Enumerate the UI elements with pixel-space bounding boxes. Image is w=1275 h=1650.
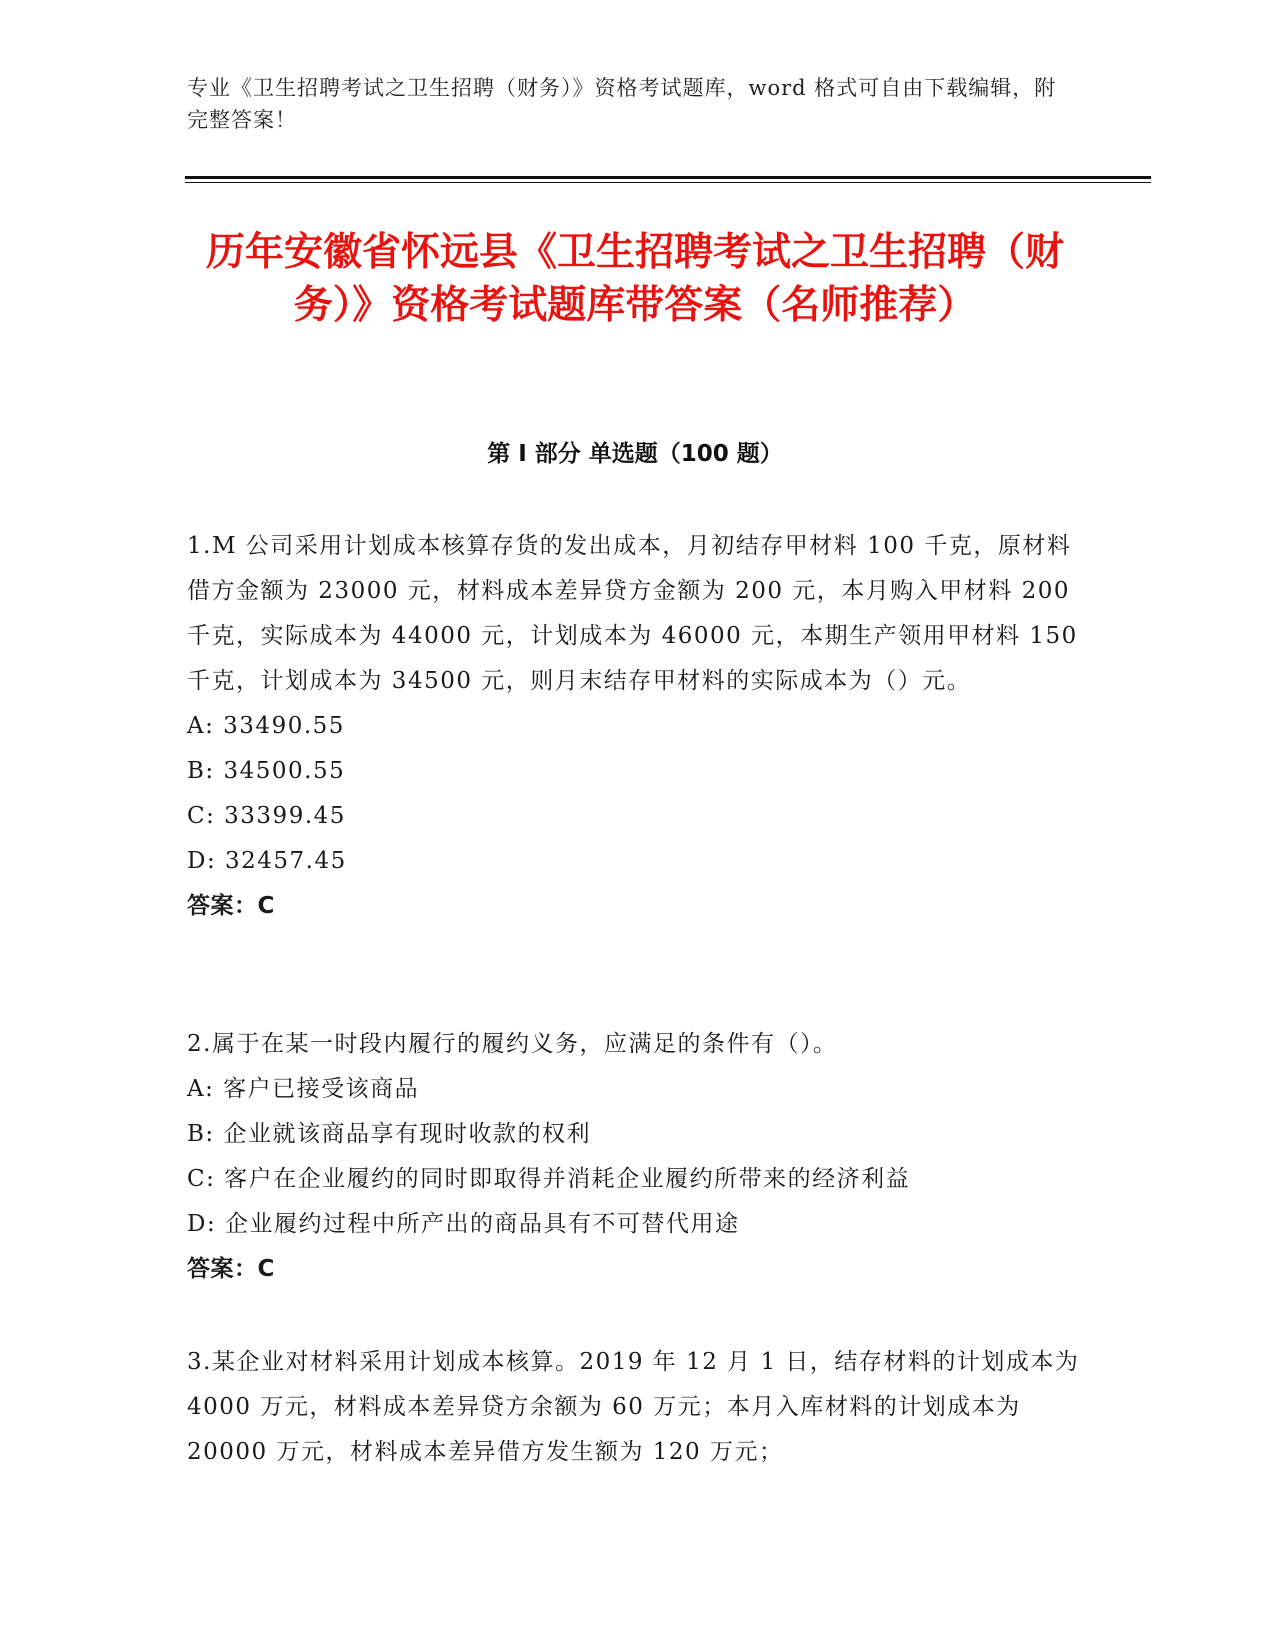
document-title: 历年安徽省怀远县《卫生招聘考试之卫生招聘（财务）》资格考试题库带答案（名师推荐）: [205, 230, 1064, 328]
option-a: A: 33490.55: [187, 713, 345, 739]
question-stem: 1.M 公司采用计划成本核算存货的发出成本，月初结存甲材料 100 千克，原材料借方金额为 23000 元，材料成本差异贷方金额为 200 元，本月购入甲材料 200 千克，实际成本为 44000 元，计划成本为 46000 元，本期生产领用甲材料 150 千克，计划成本为 34500 元，则月末结存甲材料的实际成本为（）元。: [187, 533, 1078, 694]
option-b: B: 企业就该商品享有现时收款的权利: [187, 1121, 591, 1147]
question-2: [187, 1022, 1082, 1292]
header-divider-thick: [185, 176, 1151, 179]
section-title: 第 I 部分 单选题（100 题）: [487, 441, 783, 467]
answer-label: 答案：C: [187, 1256, 275, 1282]
option-c: C: 33399.45: [187, 803, 346, 829]
option-d: D: 32457.45: [187, 848, 347, 874]
question-stem: 2.属于在某一时段内履行的履约义务，应满足的条件有（）。: [187, 1031, 838, 1057]
question-1: [187, 524, 1082, 929]
question-stem: 3.某企业对材料采用计划成本核算。2019 年 12 月 1 日，结存材料的计划成本为 4000 万元，材料成本差异贷方余额为 60 万元；本月入库材料的计划成本为 20000 万元，材料成本差异借方发生额为 120 万元；: [187, 1349, 1080, 1465]
question-3: [187, 1340, 1082, 1475]
option-b: B: 34500.55: [187, 758, 346, 784]
option-a: A: 客户已接受该商品: [187, 1076, 420, 1102]
answer-label: 答案：C: [187, 893, 275, 919]
header-divider-thin: [185, 182, 1151, 183]
option-d: D: 企业履约过程中所产出的商品具有不可替代用途: [187, 1211, 740, 1237]
header-note: 专业《卫生招聘考试之卫生招聘（财务）》资格考试题库，word 格式可自由下载编辑，附完整答案！: [187, 76, 1057, 132]
option-c: C: 客户在企业履约的同时即取得并消耗企业履约所带来的经济利益: [187, 1166, 911, 1192]
